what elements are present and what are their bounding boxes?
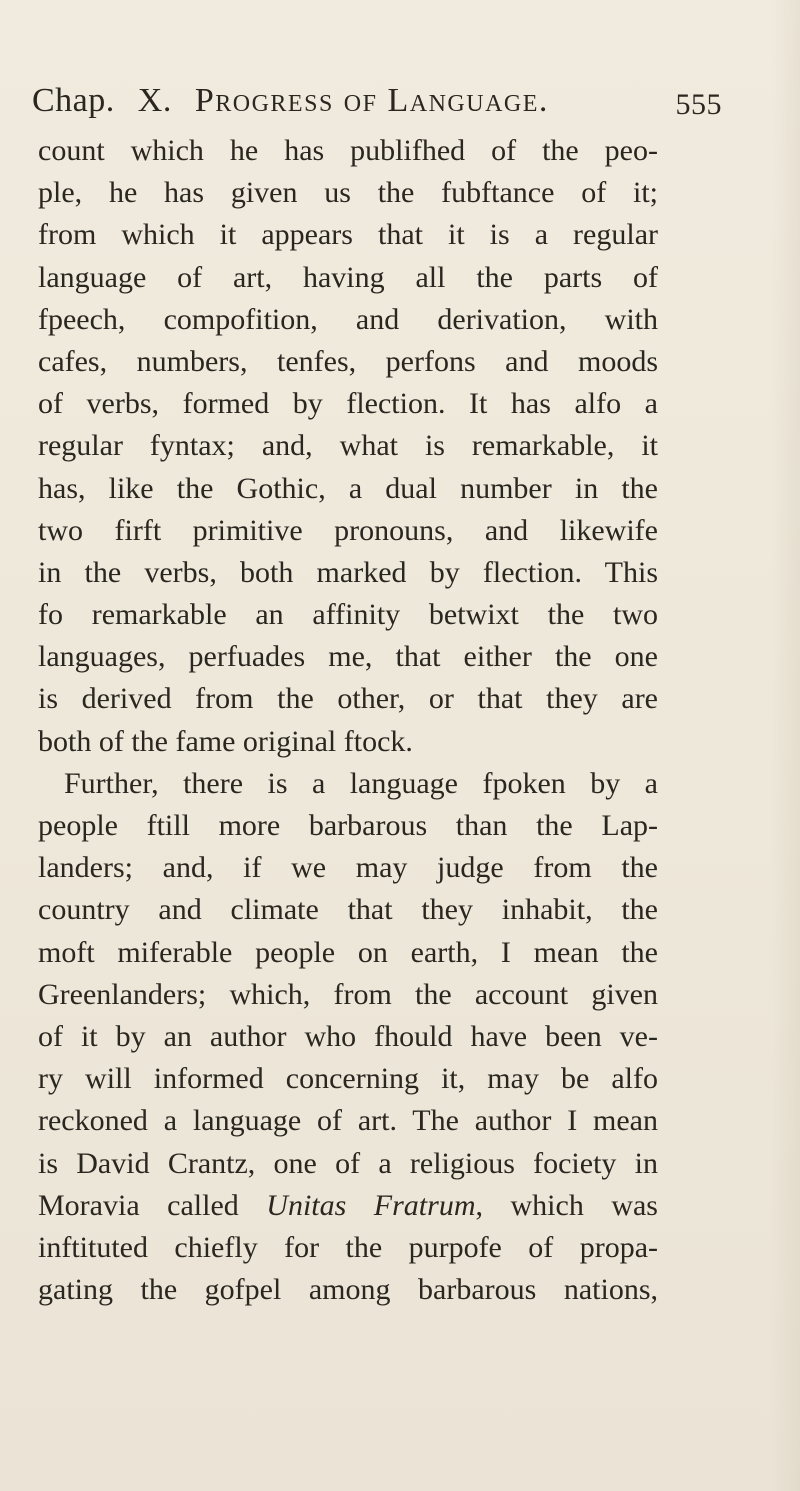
text-line: from which it appears that it is a regular: [38, 218, 658, 252]
text-line: in the verbs, both marked by flection. This: [38, 555, 658, 589]
page-title: Progress of Language.: [194, 82, 549, 119]
text-line: languages, perfuades me, that either the one: [38, 640, 658, 674]
text-line: is David Crantz, one of a religious fociety in: [38, 1146, 658, 1180]
paragraph-start-line: Further, there is a language fpoken by a: [64, 766, 658, 800]
text-line: of it by an author who fhould have been ve-: [38, 1019, 658, 1053]
text-line: ple, he has given us the fubftance of it;: [38, 176, 658, 210]
text-line: fpeech, compofition, and derivation, with: [38, 302, 658, 336]
text-line: landers; and, if we may judge from the: [38, 851, 658, 885]
line-lead-text: Moravia called: [38, 1188, 267, 1222]
chapter-label: Chap.: [32, 82, 115, 119]
text-line: count which he has publifhed of the peo-: [38, 134, 658, 167]
paragraph-end-line: both of the fame original ftock.: [38, 724, 413, 758]
italic-latin-phrase: Unitas Fratrum: [266, 1188, 476, 1222]
text-line: is derived from the other, or that they are: [38, 682, 658, 716]
text-line: gating the gofpel among barbarous nations,: [38, 1273, 658, 1307]
text-line: cafes, numbers, tenfes, perfons and moods: [38, 344, 658, 378]
text-line: of verbs, formed by flection. It has alfo a: [38, 387, 658, 421]
text-line: Greenlanders; which, from the account given: [38, 977, 658, 1011]
text-line: regular fyntax; and, what is remarkable, it: [38, 429, 658, 463]
text-line-with-italic: [38, 1185, 658, 1227]
text-line: two firft primitive pronouns, and likewife: [38, 513, 658, 547]
text-line: language of art, having all the parts of: [38, 260, 658, 294]
text-line: inftituted chiefly for the purpofe of propa-: [38, 1230, 658, 1264]
text-line: moft miferable people on earth, I mean the: [38, 935, 658, 969]
page-number: 555: [675, 88, 722, 121]
text-line: reckoned a language of art. The author I mean: [38, 1104, 658, 1138]
text-line: people ftill more barbarous than the Lap-: [38, 809, 658, 842]
text-line: country and climate that they inhabit, the: [38, 893, 658, 927]
section-number: X.: [137, 82, 172, 119]
text-line: has, like the Gothic, a dual number in the: [38, 471, 658, 505]
text-line: fo remarkable an affinity betwixt the two: [38, 598, 658, 632]
running-header: [32, 82, 722, 120]
body-text: [38, 130, 658, 1311]
line-tail-text: , which was: [475, 1188, 658, 1222]
text-line: ry will informed concerning it, may be alfo: [38, 1062, 658, 1096]
page-fold-shadow: [770, 0, 800, 1491]
